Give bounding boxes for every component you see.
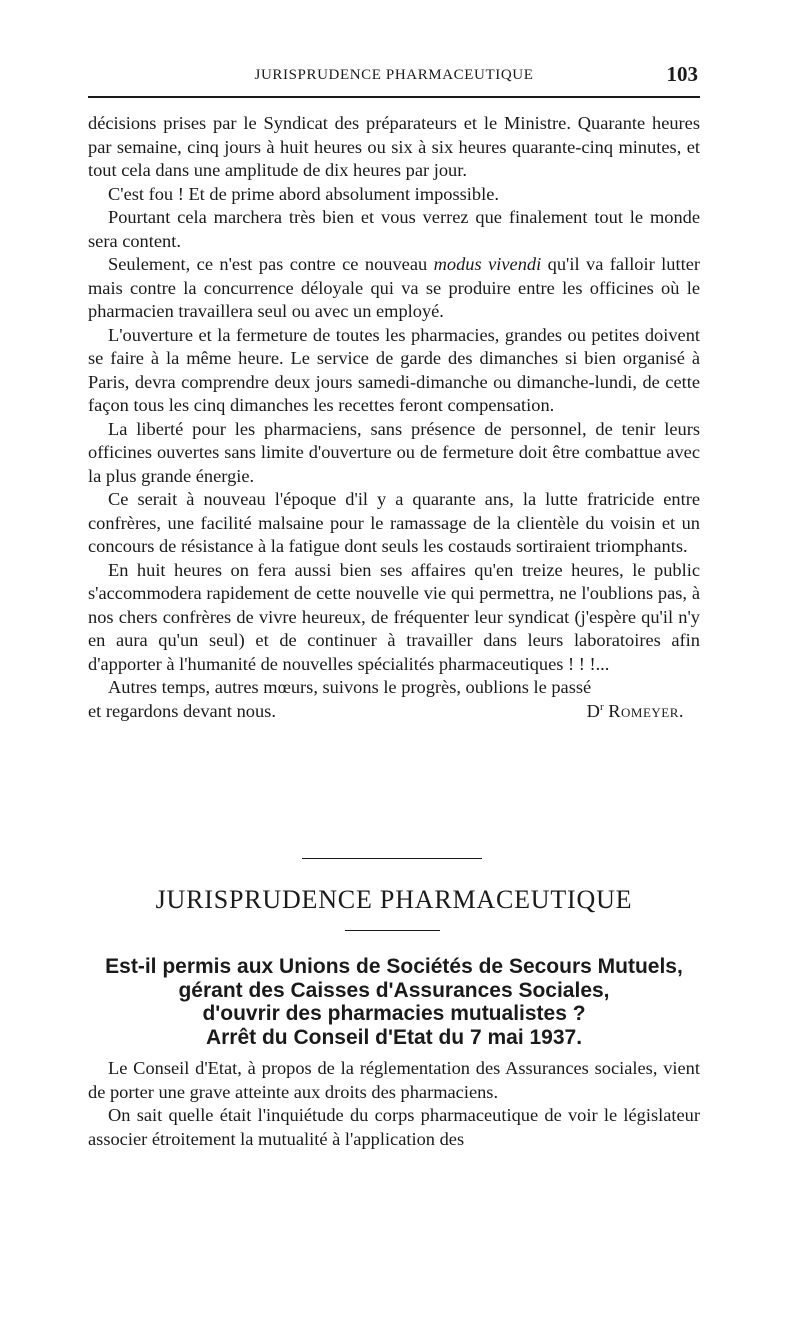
paragraph: décisions prises par le Syndicat des préparateurs et le Ministre. Quarante heures par semaine, cinq jours à huit heures ou six à six heures quarante-cinq minutes, et tout cela dans une amplitude de dix heures par jour.: [88, 113, 700, 180]
article-paragraph: On sait quelle était l'inquiétude du corps pharmaceutique de voir le législateur associer étroitement la mutualité à l'application des: [88, 1105, 700, 1149]
letter-body: [88, 112, 700, 723]
signature-prefix: D: [586, 700, 600, 721]
signature-name: Romeyer.: [608, 700, 684, 721]
article-paragraph: Le Conseil d'Etat, à propos de la réglementation des Assurances sociales, vient de porter une grave atteinte aux droits des pharmaciens.: [88, 1058, 700, 1102]
paragraph: La liberté pour les pharmaciens, sans présence de personnel, de tenir leurs officines ouvertes sans limite d'ouverture ou de fermeture doit être combattue avec la plus grande énergie.: [88, 418, 700, 486]
paragraph: Pourtant cela marchera très bien et vous verrez que finalement tout le monde sera content.: [88, 207, 700, 251]
section-divider: [302, 858, 482, 859]
signature-sup: r: [599, 700, 604, 713]
article-body: [88, 1057, 700, 1151]
closing-paragraph: Autres temps, autres mœurs, suivons le progrès, oublions le passé: [108, 677, 592, 697]
paragraph: L'ouverture et la fermeture de toutes les pharmacies, grandes ou petites doivent se faire à la même heure. Le service de garde des dimanches si bien organisé à Paris, devra comprendre deux jours samedi-dimanche ou dimanche-lundi, de cette façon tous les cinq dimanches les recettes feront compensation.: [88, 324, 700, 415]
paragraph: Seulement, ce n'est pas contre ce nouveau modus vivendi qu'il va falloir lutter mais contre la concurrence déloyale qui va se produire entre les officines où le pharmacien travaillera seul ou avec un employé.: [88, 254, 700, 321]
article-title: [88, 955, 700, 1049]
paragraph: C'est fou ! Et de prime abord absolument impossible.: [108, 183, 499, 204]
article-title-line: gérant des Caisses d'Assurances Sociales,: [178, 978, 610, 1002]
running-title: JURISPRUDENCE PHARMACEUTIQUE: [254, 67, 534, 83]
paragraph: Ce serait à nouveau l'époque d'il y a quarante ans, la lutte fratricide entre confrères, une facilité malsaine pour le ramassage de la clientèle du voisin et un concours de résistance à la fatigue dont seuls les costauds sortiraient triomphants.: [88, 489, 700, 556]
running-header: [88, 62, 700, 98]
page-number: 103: [666, 62, 698, 86]
closing-signature-line: [88, 700, 700, 724]
title-underline: [345, 930, 440, 931]
paragraph: En huit heures on fera aussi bien ses affaires qu'en treize heures, le public s'accommodera rapidement de cette nouvelle vie qui permettra, ne l'oublions pas, à nos chers confrères de vivre heureux, de fréquenter leur syndicat (j'espère qu'il n'y en aura qu'un seul) et de continuer à travailler dans leurs laboratoires afin d'apporter à l'humanité de nouvelles spécialités pharmaceutiques ! ! !...: [88, 559, 700, 674]
article-title-line: Est-il permis aux Unions de Sociétés de Secours Mutuels,: [105, 955, 683, 978]
section-title: JURISPRUDENCE PHARMACEUTIQUE: [155, 885, 633, 914]
article-title-line: d'ouvrir des pharmacies mutualistes ?: [202, 1002, 586, 1025]
signature: [587, 700, 684, 724]
closing-text-end: et regardons devant nous.: [88, 700, 276, 721]
article-title-line: Arrêt du Conseil d'Etat du 7 mai 1937.: [205, 1025, 583, 1049]
